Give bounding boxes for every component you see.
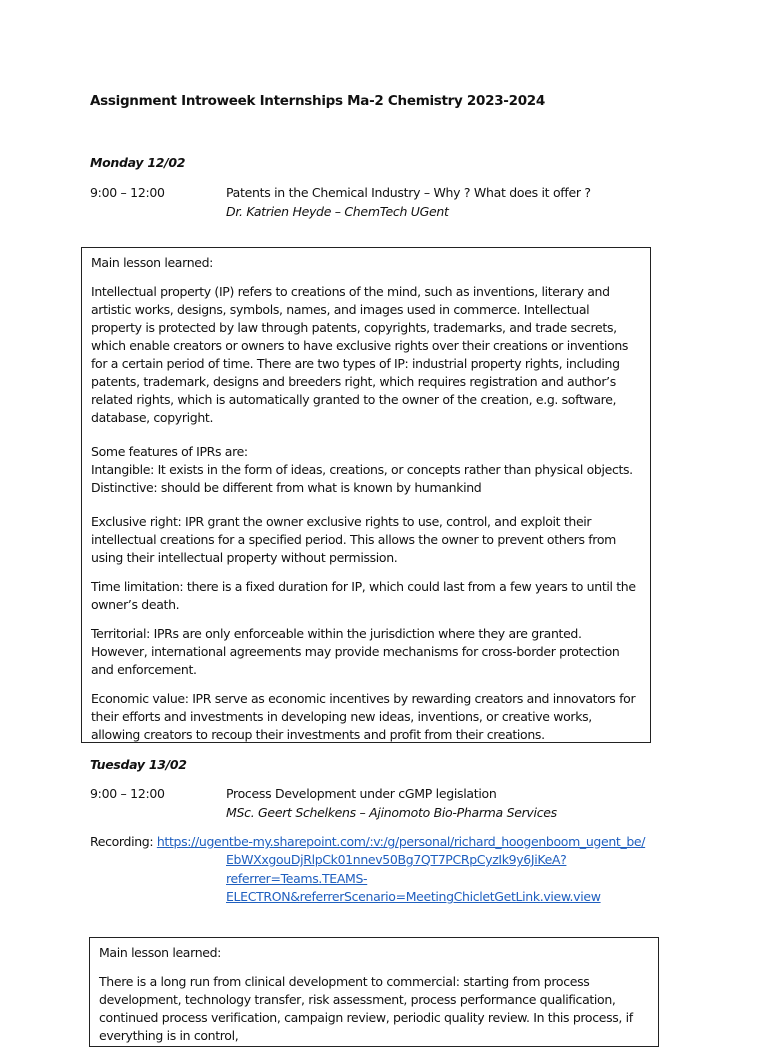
tuesday-topic: Process Development under cGMP legislation — [226, 786, 497, 801]
lesson-heading: Main lesson learned: — [99, 945, 222, 960]
document-title: Assignment Introweek Internships Ma-2 Chemistry 2023-2024 — [90, 93, 545, 109]
monday-speaker: Dr. Katrien Heyde – ChemTech UGent — [226, 204, 449, 219]
lesson-paragraph: Intellectual property (IP) refers to creations of the mind, such as inventions, literary and artistic works, designs, symbols, names, and images used in commerce. Intellectual property is protected by law through patents, copyrights, trademarks, and trade secrets, which enable creators or owners to have exclusive rights over their creations or inventions for a certain period of time. There are two types of IP: industrial property rights, including patents, trademark, designs and breeders right, which requires registration and author’s related rights, which is automatically granted to the owner of the creation, e.g. software, database, copyright. — [91, 284, 629, 425]
feature-economic-value: Economic value: IPR serve as economic incentives by rewarding creators and innovators for their efforts and investments in developing new ideas, inventions, or creative works, allowing creators to recoup their investments and profit from their creations. — [91, 691, 636, 742]
recording-link-line-4[interactable]: ELECTRON&referrerScenario=MeetingChicletGetLink.view.view — [226, 889, 601, 904]
monday-lesson-box — [81, 247, 651, 743]
tuesday-day-heading: Tuesday 13/02 — [90, 757, 187, 772]
recording-link-line-3-wrap — [226, 871, 367, 886]
recording-link-line-2[interactable]: EbWXxgouDjRlpCk01nnev50Bg7QT7PCRpCyzIk9y6JiKeA? — [226, 852, 567, 867]
features-heading: Some features of IPRs are: — [91, 444, 248, 459]
lesson-paragraph: There is a long run from clinical development to commercial: starting from process development, technology transfer, risk assessment, process performance qualification, continued process verification, campaign review, periodic quality review. In this process, if everything is in control, — [99, 974, 633, 1043]
feature-exclusive-right: Exclusive right: IPR grant the owner exclusive rights to use, control, and exploit their intellectual creations for a specified period. This allows the owner to prevent others from using their intellectual property without permission. — [91, 514, 616, 565]
feature-time-limitation: Time limitation: there is a fixed duration for IP, which could last from a few years to until the owner’s death. — [91, 579, 636, 612]
feature-territorial: Territorial: IPRs are only enforceable within the jurisdiction where they are granted. However, international agreements may provide mechanisms for cross-border protection and enforcement. — [91, 626, 620, 677]
monday-topic: Patents in the Chemical Industry – Why ? What does it offer ? — [226, 185, 591, 200]
tuesday-lesson-box — [89, 937, 659, 1047]
monday-day-heading: Monday 12/02 — [90, 155, 186, 170]
recording-link-line-1[interactable]: https://ugentbe-my.sharepoint.com/:v:/g/personal/richard_hoogenboom_ugent_be/ — [156, 834, 646, 849]
tuesday-time: 9:00 – 12:00 — [90, 786, 165, 801]
recording-link-line-4-wrap — [226, 889, 601, 904]
recording-link-line-3[interactable]: referrer=Teams.TEAMS- — [226, 871, 368, 886]
feature-intangible: Intangible: It exists in the form of ideas, creations, or concepts rather than physical objects. — [91, 462, 633, 477]
feature-distinctive: Distinctive: should be different from what is known by humankind — [91, 480, 482, 495]
lesson-heading: Main lesson learned: — [91, 255, 214, 270]
recording-label — [90, 834, 645, 849]
recording-link-line-2-wrap — [226, 852, 566, 867]
tuesday-speaker: MSc. Geert Schelkens – Ajinomoto Bio-Pharma Services — [226, 805, 557, 820]
recording-label-text: Recording: — [90, 834, 157, 849]
monday-time: 9:00 – 12:00 — [90, 185, 165, 200]
